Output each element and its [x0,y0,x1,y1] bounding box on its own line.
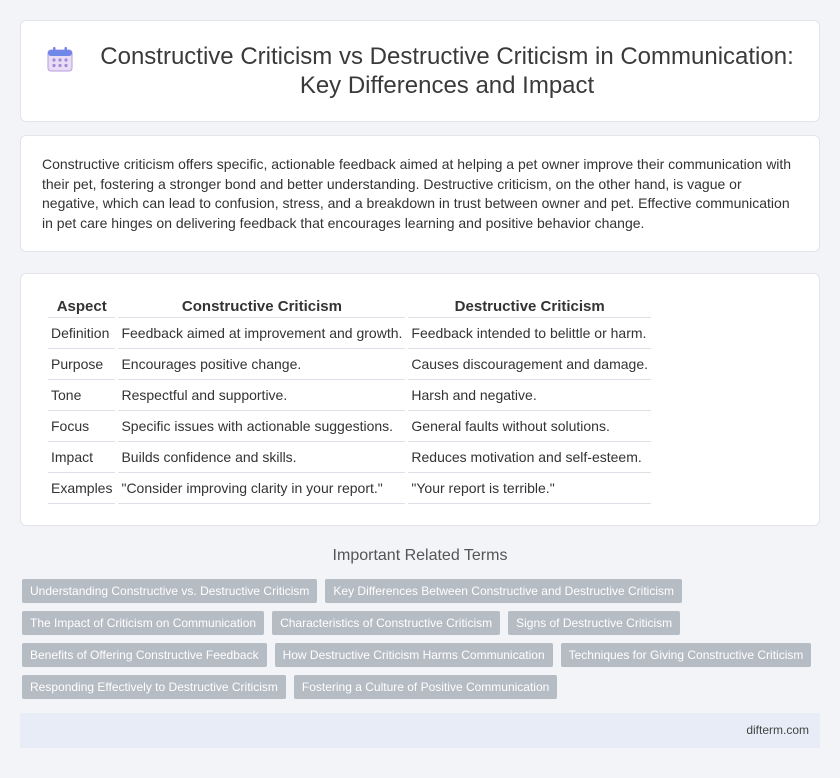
row-destructive: Feedback intended to belittle or harm. [408,318,651,349]
row-aspect: Examples [48,473,115,504]
row-aspect: Focus [48,411,115,442]
header-constructive: Constructive Criticism [118,294,405,318]
page-title: Constructive Criticism vs Destructive Criticism in Communication: Key Differences and Impact [100,43,794,99]
comparison-card [20,273,820,526]
row-constructive: "Consider improving clarity in your report." [118,473,405,504]
calendar-icon [45,44,75,74]
table-header-row [48,294,651,318]
header-card [20,20,820,122]
related-term-tag[interactable]: How Destructive Criticism Harms Communication [275,643,553,667]
related-term-tag[interactable]: Characteristics of Constructive Criticism [272,611,500,635]
related-term-tag[interactable]: Signs of Destructive Criticism [508,611,680,635]
row-aspect: Definition [48,318,115,349]
comparison-table [45,294,654,504]
header-destructive: Destructive Criticism [408,294,651,318]
row-constructive: Respectful and supportive. [118,380,405,411]
related-term-tag[interactable]: Techniques for Giving Constructive Criticism [561,643,812,667]
related-term-tag[interactable]: Understanding Constructive vs. Destructive Criticism [22,579,317,603]
related-terms-list [22,579,822,707]
footer [20,713,820,748]
related-term-tag[interactable]: The Impact of Criticism on Communication [22,611,264,635]
table-row [48,411,651,442]
row-destructive: Causes discouragement and damage. [408,349,651,380]
table-row [48,380,651,411]
intro-paragraph: Constructive criticism offers specific, actionable feedback aimed at helping a pet owner improve their communication with their pet, fostering a stronger bond and better understanding. Destructive criticism, on the other hand, is vague or negative, which can lead to confusion, stress, and a breakdown in trust between owner and pet. Effective communication in pet care hinges on delivering feedback that encourages learning and positive behavior change. [42,156,792,231]
related-term-tag[interactable]: Fostering a Culture of Positive Communication [294,675,557,699]
related-term-tag[interactable]: Responding Effectively to Destructive Criticism [22,675,286,699]
row-destructive: General faults without solutions. [408,411,651,442]
row-constructive: Builds confidence and skills. [118,442,405,473]
table-row [48,349,651,380]
site-link[interactable]: difterm.com [746,723,809,737]
row-destructive: Reduces motivation and self-esteem. [408,442,651,473]
table-row [48,442,651,473]
row-aspect: Tone [48,380,115,411]
row-constructive: Specific issues with actionable suggestions. [118,411,405,442]
row-destructive: "Your report is terrible." [408,473,651,504]
related-term-tag[interactable]: Key Differences Between Constructive and Destructive Criticism [325,579,682,603]
row-aspect: Impact [48,442,115,473]
row-constructive: Encourages positive change. [118,349,405,380]
header-aspect: Aspect [48,294,115,318]
row-destructive: Harsh and negative. [408,380,651,411]
related-term-tag[interactable]: Benefits of Offering Constructive Feedback [22,643,267,667]
row-aspect: Purpose [48,349,115,380]
related-terms-heading: Important Related Terms [332,547,508,564]
table-row [48,318,651,349]
intro-card [20,135,820,252]
table-row [48,473,651,504]
row-constructive: Feedback aimed at improvement and growth. [118,318,405,349]
